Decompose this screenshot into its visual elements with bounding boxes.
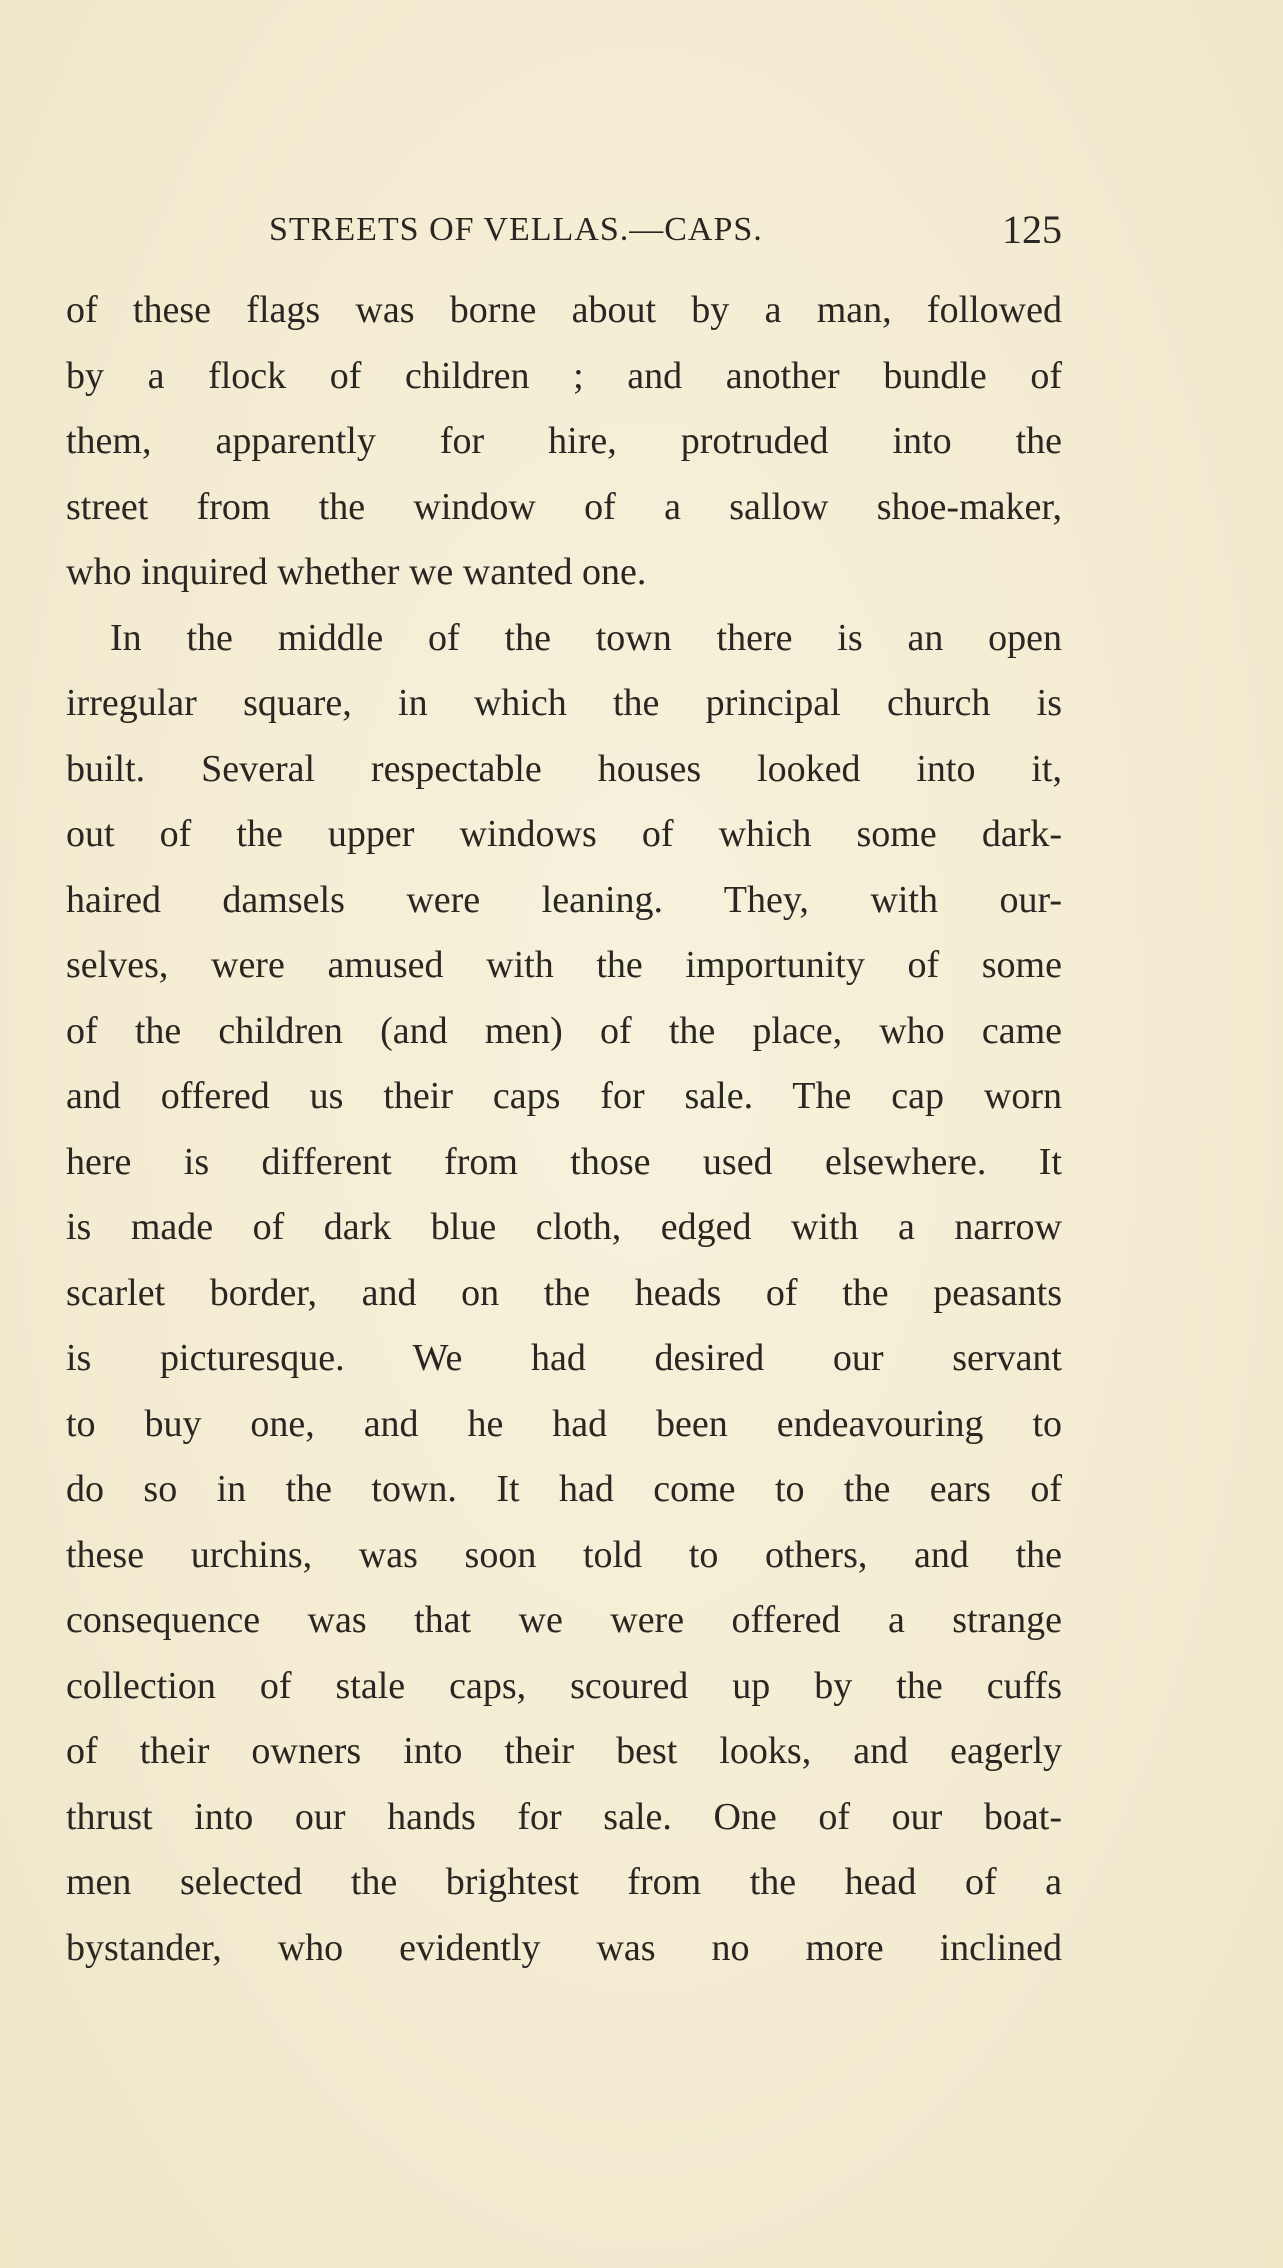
text-line: to buy one, and he had been endeavouring to: [66, 1402, 1062, 1445]
page-header: [66, 205, 1062, 255]
text-line: out of the upper windows of which some dark-: [66, 813, 1062, 855]
body-text: [66, 286, 1062, 1989]
text-line: who inquired whether we wanted one.: [66, 551, 647, 593]
text-line: and offered us their caps for sale. The cap worn: [66, 1075, 1062, 1117]
text-line: street from the window of a sallow shoe-maker,: [66, 485, 1062, 528]
text-line: of these flags was borne about by a man, followed: [66, 289, 1062, 331]
text-line: of their owners into their best looks, and eagerly: [66, 1730, 1062, 1772]
running-head: STREETS OF VELLAS.—CAPS.: [269, 211, 763, 248]
text-line: irregular square, in which the principal church is: [66, 682, 1062, 724]
text-line: them, apparently for hire, protruded into the: [66, 420, 1062, 462]
text-line: by a flock of children ; and another bundle of: [66, 354, 1062, 397]
text-line: scarlet border, and on the heads of the peasants: [66, 1271, 1062, 1314]
text-line: consequence was that we were offered a strange: [66, 1599, 1062, 1641]
text-line: here is different from those used elsewhere. It: [66, 1140, 1062, 1183]
text-line: men selected the brightest from the head of a: [66, 1861, 1062, 1903]
text-line: haired damsels were leaning. They, with our-: [66, 878, 1062, 921]
text-line: is picturesque. We had desired our servant: [66, 1337, 1062, 1379]
text-line: bystander, who evidently was no more inclined: [66, 1926, 1062, 1969]
text-line: selves, were amused with the importunity of some: [66, 944, 1062, 986]
text-line: do so in the town. It had come to the ears of: [66, 1468, 1062, 1510]
text-line: of the children (and men) of the place, who came: [66, 1009, 1062, 1052]
page-number: 125: [1002, 207, 1062, 252]
text-line: collection of stale caps, scoured up by the cuffs: [66, 1664, 1062, 1707]
text-line: these urchins, was soon told to others, and the: [66, 1533, 1062, 1576]
text-line: thrust into our hands for sale. One of our boat-: [66, 1795, 1062, 1838]
paragraph-first-line: In the middle of the town there is an open: [110, 616, 1062, 659]
text-line: built. Several respectable houses looked into it,: [66, 747, 1062, 790]
text-line: is made of dark blue cloth, edged with a narrow: [66, 1206, 1062, 1248]
